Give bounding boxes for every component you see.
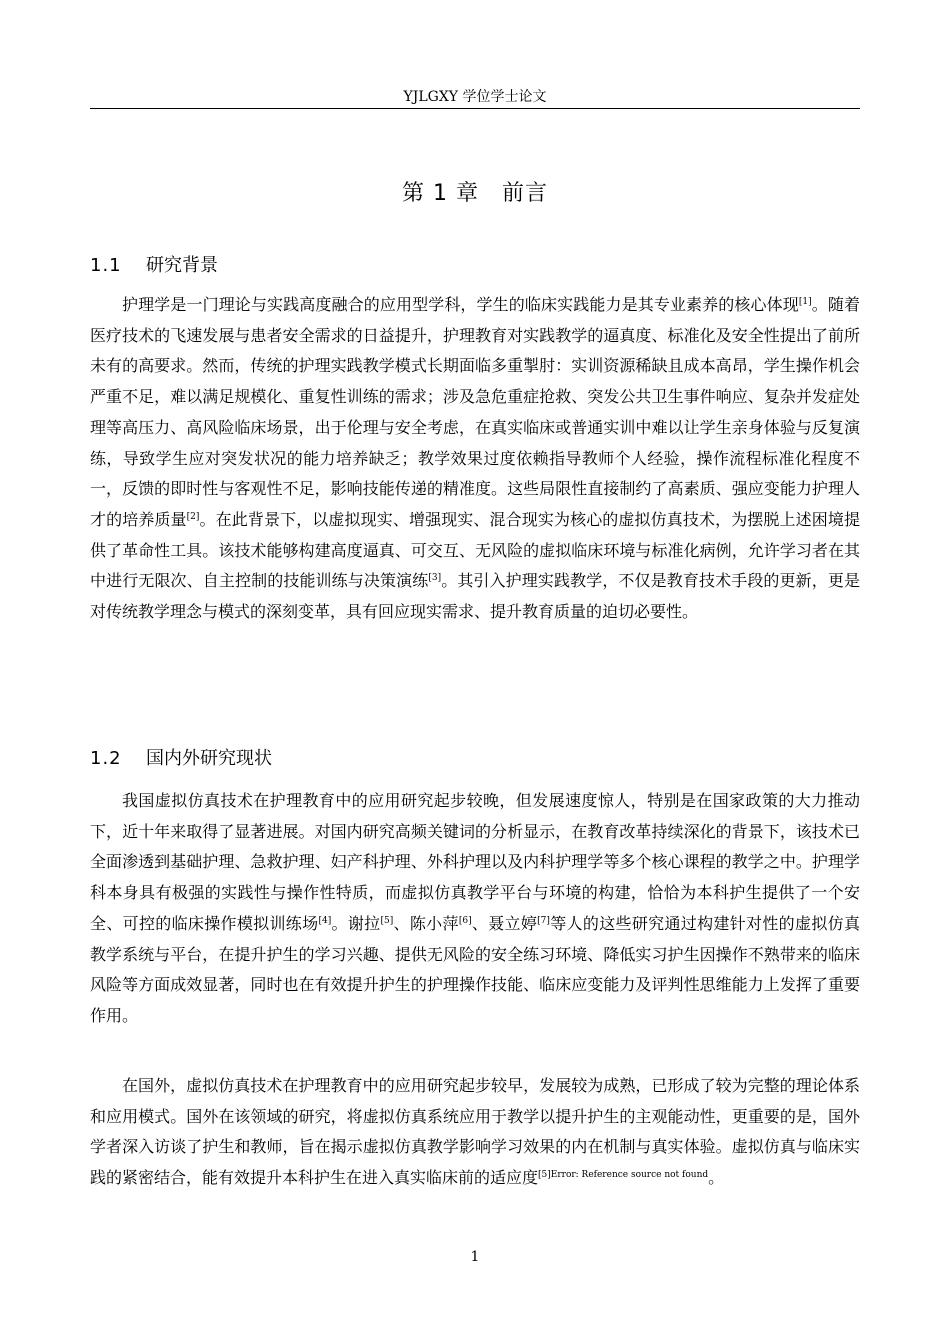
paragraph-text: 等人的这些研究通过构建针对性的虚拟仿真教学系统与平台，在提升护生的学习兴趣、提供无风险的安全练习环境、降低实习护生因操作不熟带来的临床风险等方面成效显著，同时也在有效提升护生的护理操作技能、临床应变能力及评判性思维能力上发挥了重要作用。 bbox=[90, 913, 860, 1025]
paragraph-domestic-research bbox=[90, 786, 860, 1032]
citation-ref[interactable]: [5] bbox=[380, 915, 394, 926]
citation-ref[interactable]: [4] bbox=[318, 915, 332, 926]
citation-ref[interactable]: [1] bbox=[798, 297, 812, 307]
citation-ref[interactable]: [3] bbox=[428, 573, 442, 584]
header-rule bbox=[90, 108, 860, 109]
paragraph-background bbox=[90, 290, 860, 628]
paragraph-text: 。其引入护理实践教学，不仅是教育技术手段的更新，更是对传统教学理念与模式的深刻变革，具有回应现实需求、提升教育质量的迫切必要性。 bbox=[90, 571, 860, 622]
paragraph-text: 、聂立婷 bbox=[471, 913, 538, 933]
page-number: 1 bbox=[470, 1249, 480, 1265]
paragraph-text: 在国外，虚拟仿真技术在护理教育中的应用研究起步较早，发展较为成熟，已形成了较为完整的理论体系和应用模式。国外在该领域的研究，将虚拟仿真系统应用于教学以提升护生的主观能动性，更重要的是，国外学者深入访谈了护生和教师，旨在揭示虚拟仿真教学影响学习效果的内在机制与真实体验。虚拟仿真与临床实践的紧密结合，能有效提升本科护生在进入真实临床前的适应度 bbox=[90, 1076, 860, 1188]
paragraph-text: 。谢拉 bbox=[331, 913, 381, 933]
paragraph-text: 我国虚拟仿真技术在护理教育中的应用研究起步较晚，但发展速度惊人，特别是在国家政策的大力推动下，近十年来取得了显著进展。对国内研究高频关键词的分析显示，在教育改革持续深化的背景下，该技术已全面渗透到基础护理、急救护理、妇产科护理、外科护理以及内科护理学等多个核心课程的教学之中。护理学科本身具有极强的实践性与操作性特质，而虚拟仿真教学平台与环境的构建，恰恰为本科护生提供了一个安全、可控的临床操作模拟训练场 bbox=[90, 791, 860, 933]
section-number: 1.1 bbox=[90, 255, 122, 276]
paragraph-text: 护理学是一门理论与实践高度融合的应用型学科，学生的临床实践能力是其专业素养的核心体现 bbox=[122, 295, 799, 314]
section-title: 研究背景 bbox=[146, 255, 218, 276]
running-header: YJLGXY 学位学士论文 bbox=[403, 89, 547, 105]
section-heading-1-1 bbox=[90, 252, 218, 280]
paragraph-text: 。在此背景下，以虚拟现实、增强现实、混合现实为核心的虚拟仿真技术，为摆脱上述困境提供了革命性工具。该技术能够构建高度逼真、可交互、无风险的虚拟临床环境与标准化病例，允许学习者在其中进行无限次、自主控制的技能训练与决策演练 bbox=[90, 509, 860, 591]
paragraph-text: 。随着医疗技术的飞速发展与患者安全需求的日益提升，护理教育对实践教学的逼真度、标准化及安全性提出了前所未有的高要求。然而，传统的护理实践教学模式长期面临多重掣肘：实训资源稀缺且成本高昂，学生操作机会严重不足，难以满足规模化、重复性训练的需求；涉及急危重症抢救、突发公共卫生事件响应、复杂并发症处理等高压力、高风险临床场景，出于伦理与安全考虑，在真实临床或普通实训中难以让学生亲身体验与反复演练，导致学生应对突发状况的能力培养缺乏；教学效果过度依赖指导教师个人经验，操作流程标准化程度不一，反馈的即时性与客观性不足，影响技能传递的精准度。这些局限性直接制约了高素质、强应变能力护理人才的培养质量 bbox=[90, 295, 860, 529]
citation-ref[interactable]: [7] bbox=[537, 915, 550, 926]
paragraph-text: 。 bbox=[708, 1168, 725, 1188]
section-title: 国内外研究现状 bbox=[146, 748, 272, 769]
section-number: 1.2 bbox=[90, 748, 122, 769]
chapter-title: 第 1 章 前言 bbox=[402, 181, 548, 206]
citation-ref[interactable]: [2] bbox=[186, 511, 200, 522]
paragraph-text: 、陈小萍 bbox=[393, 913, 459, 933]
section-heading-1-2 bbox=[90, 745, 272, 773]
paragraph-foreign-research bbox=[90, 1071, 860, 1194]
citation-ref[interactable]: [5]Error: Reference source not found bbox=[538, 1170, 709, 1181]
citation-ref[interactable]: [6] bbox=[458, 915, 472, 926]
